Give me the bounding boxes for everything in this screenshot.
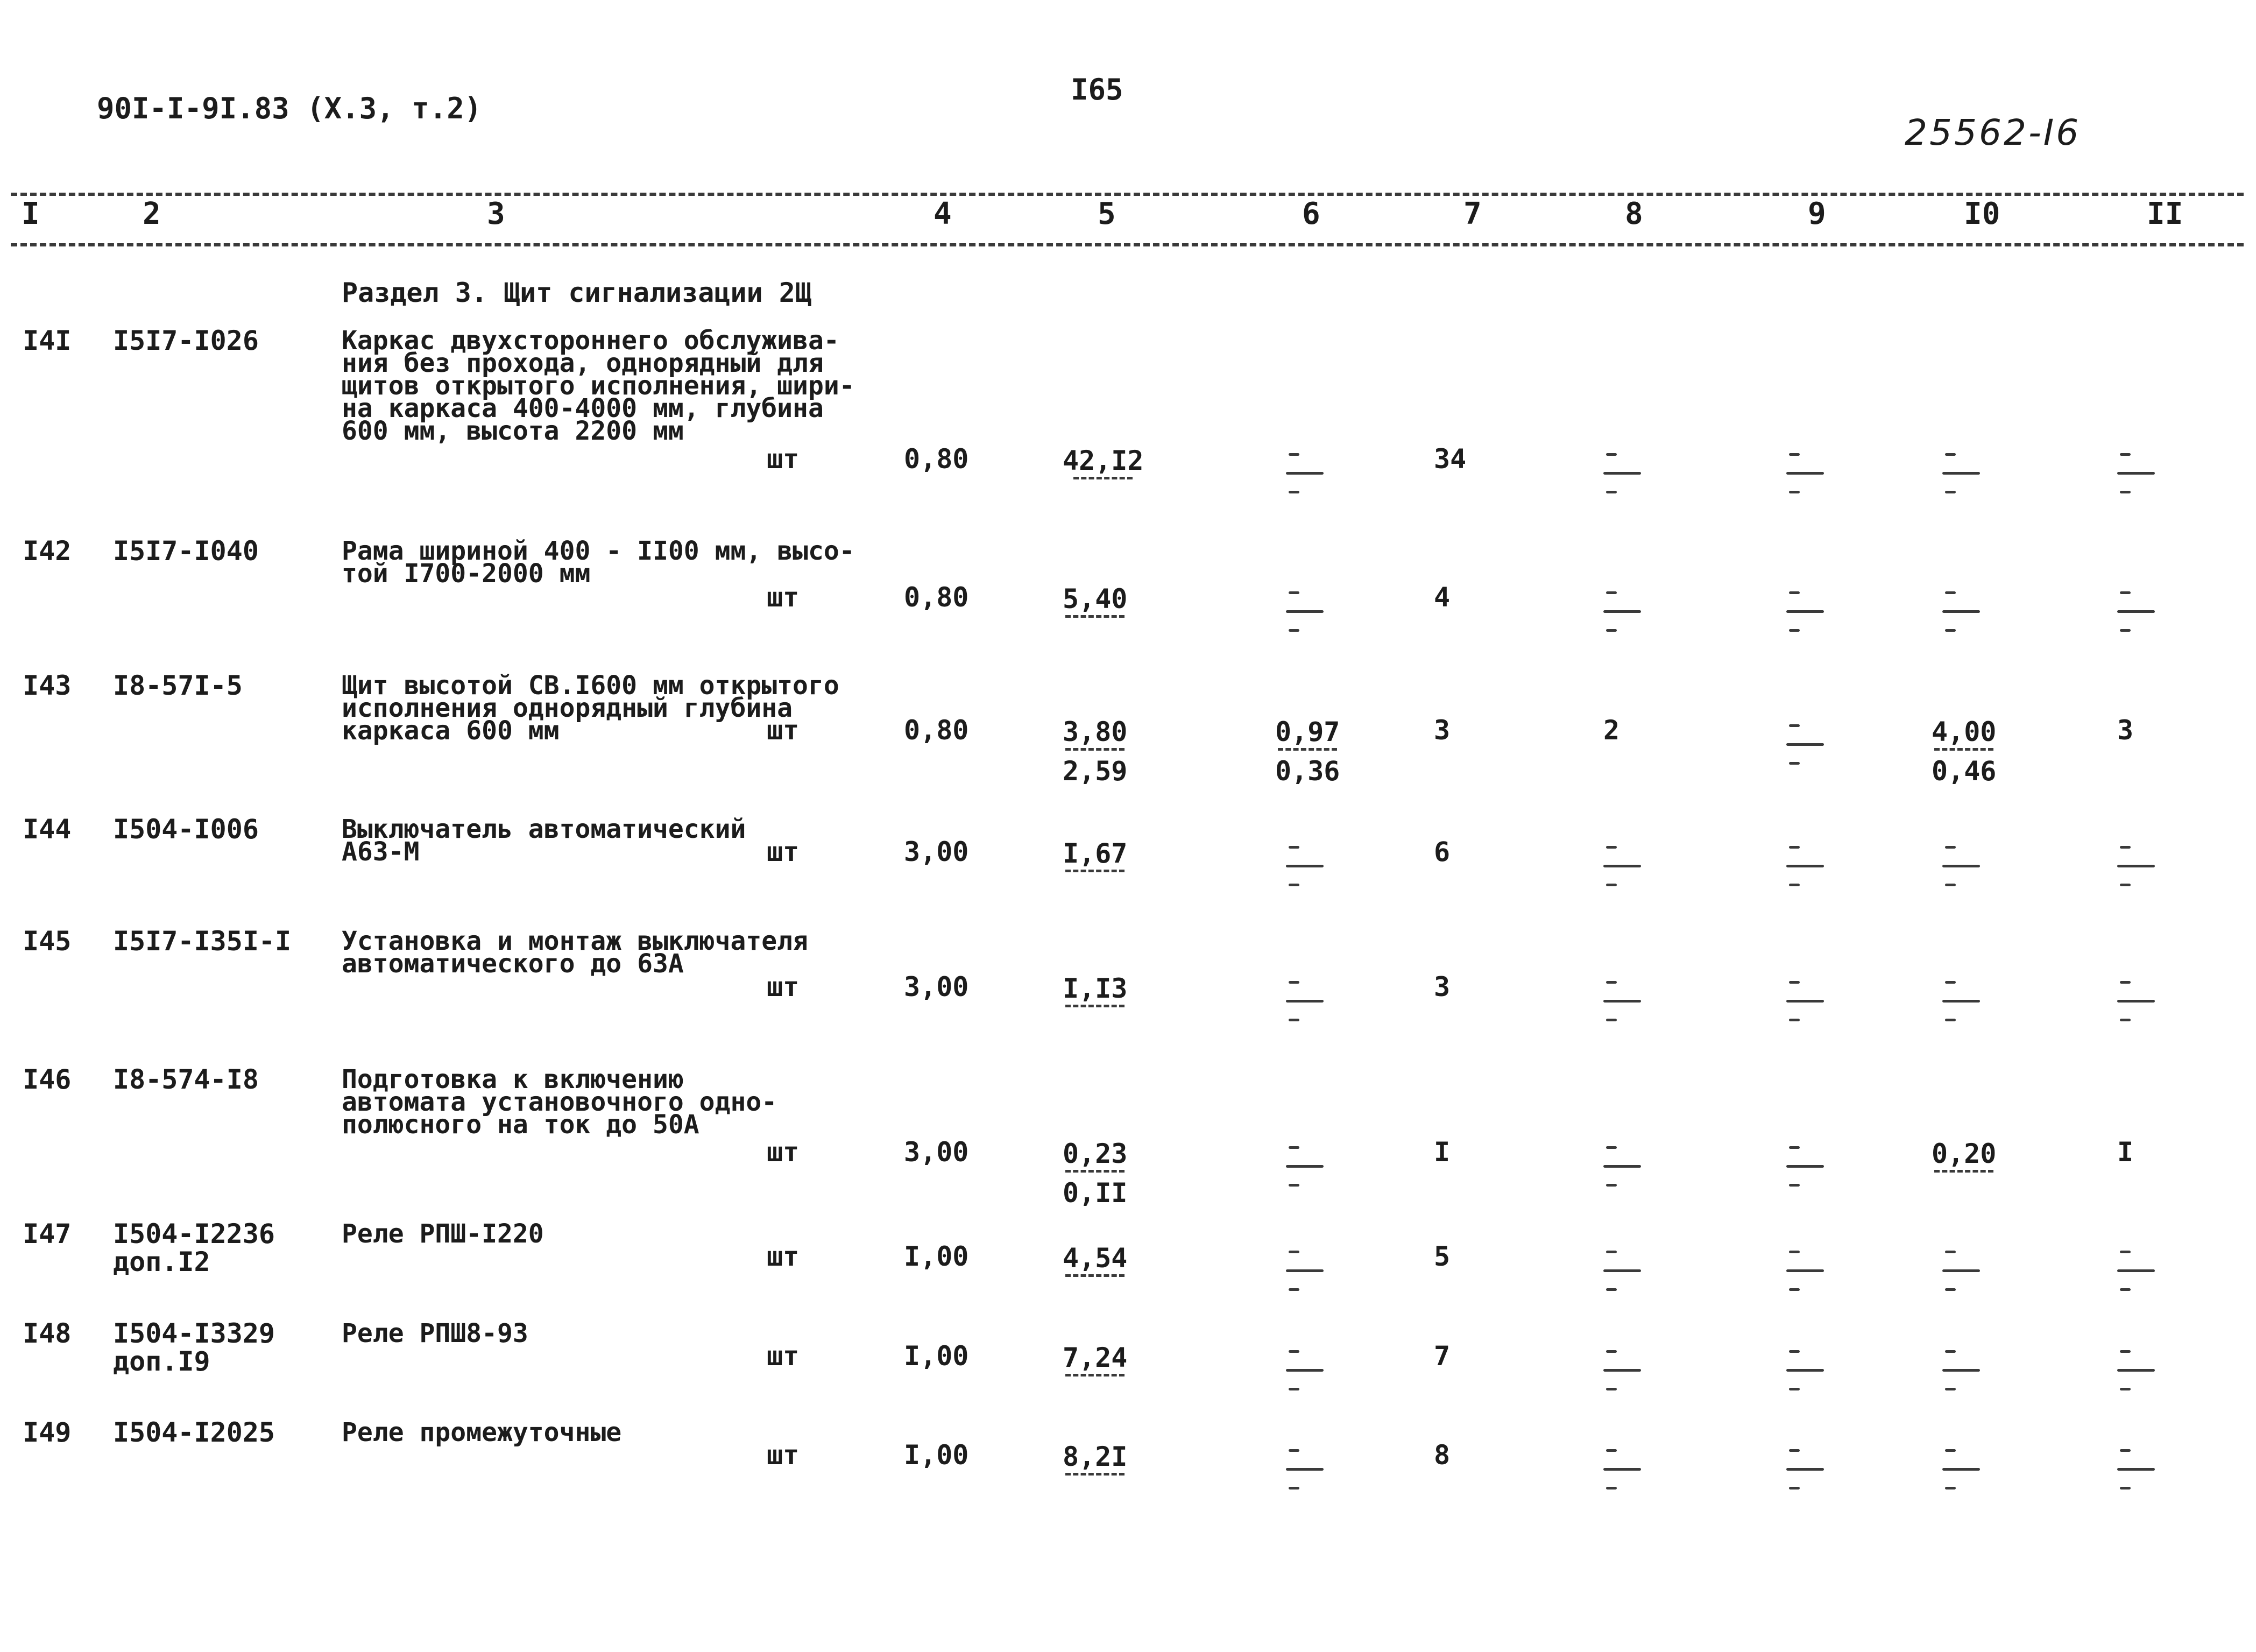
col10-value-empty bbox=[1942, 453, 1980, 493]
row-description-line: щитов открытого исполнения, шири- bbox=[342, 371, 855, 401]
row-description-line: автомата установочного одно- bbox=[342, 1087, 777, 1117]
col9-value-empty bbox=[1786, 1449, 1824, 1489]
col7-value: 7 bbox=[1434, 1340, 1451, 1372]
row-code: I504-I3329 bbox=[113, 1318, 275, 1349]
row-description-line: Рама шириной 400 - II00 мм, высо- bbox=[342, 536, 855, 566]
column-number: 2 bbox=[143, 196, 161, 231]
col6-value-empty bbox=[1286, 846, 1324, 886]
col8-empty bbox=[1603, 1449, 1641, 1489]
row-unit: шт bbox=[767, 1340, 800, 1372]
column-number: 9 bbox=[1808, 196, 1826, 231]
row-unit: шт bbox=[767, 582, 800, 613]
column-number: II bbox=[2147, 196, 2183, 231]
inventory-stamp: 25562-I6 bbox=[1905, 112, 2081, 153]
row-code: I504-I2236 bbox=[113, 1218, 275, 1249]
col5-value: I,67 bbox=[1063, 841, 1127, 880]
row-number: I4I bbox=[23, 325, 72, 356]
row-description-line: Выключатель автоматический bbox=[342, 814, 746, 844]
row-unit: шт bbox=[767, 1136, 800, 1168]
col10-value-empty bbox=[1942, 1350, 1980, 1390]
row-quantity: I,00 bbox=[904, 1241, 969, 1272]
col8-empty bbox=[1603, 1251, 1641, 1291]
col5-value: 7,24 bbox=[1063, 1345, 1127, 1384]
col6-value-empty bbox=[1286, 1449, 1324, 1489]
row-code: I8-574-I8 bbox=[113, 1064, 259, 1095]
row-code: I5I7-I35I-I bbox=[113, 926, 292, 957]
col5-value: 5,40 bbox=[1063, 586, 1127, 625]
row-description-line: Установка и монтаж выключателя bbox=[342, 926, 808, 956]
col8-empty bbox=[1603, 591, 1641, 632]
col7-value: 4 bbox=[1434, 582, 1451, 613]
column-number: 4 bbox=[933, 196, 952, 231]
document-code: 90I-I-9I.83 (Х.3, т.2) bbox=[97, 91, 482, 125]
row-code: I8-57I-5 bbox=[113, 670, 243, 701]
row-number: I44 bbox=[23, 814, 72, 845]
column-number: 7 bbox=[1463, 196, 1482, 231]
col8-empty bbox=[1603, 1146, 1641, 1187]
row-number: I42 bbox=[23, 535, 72, 567]
col10-value-empty bbox=[1942, 591, 1980, 632]
row-description-line: Реле РПШ8-93 bbox=[342, 1318, 528, 1349]
col11-empty bbox=[2117, 1251, 2155, 1291]
col5-value: 0,23 0,II bbox=[1063, 1138, 1128, 1209]
section-title: Раздел 3. Щит сигнализации 2Щ bbox=[342, 277, 811, 308]
col7-value: 8 bbox=[1434, 1439, 1451, 1471]
col11-empty bbox=[2117, 981, 2155, 1021]
header-rule-top bbox=[11, 193, 2244, 196]
col9-value-empty bbox=[1786, 846, 1824, 886]
row-code: доп.I9 bbox=[113, 1346, 210, 1377]
row-number: I48 bbox=[23, 1318, 72, 1349]
row-unit: шт bbox=[767, 715, 800, 746]
column-number: 8 bbox=[1625, 196, 1643, 231]
row-number: I46 bbox=[23, 1064, 72, 1095]
col6-value-empty bbox=[1286, 1251, 1324, 1291]
col6-value-empty bbox=[1286, 1350, 1324, 1390]
row-code: I504-I2025 bbox=[113, 1417, 275, 1448]
header-rule-bottom bbox=[11, 243, 2244, 246]
row-quantity: 0,80 bbox=[904, 582, 969, 613]
row-description-line: исполнения однорядный глубина bbox=[342, 693, 793, 723]
row-number: I47 bbox=[23, 1218, 72, 1249]
row-code: I5I7-I026 bbox=[113, 325, 259, 356]
row-unit: шт bbox=[767, 443, 800, 475]
col6-value-empty bbox=[1286, 591, 1324, 632]
col10-value-empty bbox=[1942, 1449, 1980, 1489]
row-description-line: той I700-2000 мм bbox=[342, 559, 591, 589]
col11-empty bbox=[2117, 591, 2155, 632]
col9-value-empty bbox=[1786, 453, 1824, 493]
col11-empty bbox=[2117, 1350, 2155, 1390]
col11-value: 3 bbox=[2117, 715, 2134, 746]
col7-value: 6 bbox=[1434, 836, 1451, 867]
col5-value: 4,54 bbox=[1063, 1245, 1127, 1284]
row-description-line: ния без прохода, однорядный для bbox=[342, 348, 824, 378]
col7-value: 5 bbox=[1434, 1241, 1451, 1272]
row-quantity: I,00 bbox=[904, 1340, 969, 1372]
row-quantity: 3,00 bbox=[904, 1136, 969, 1168]
row-unit: шт bbox=[767, 971, 800, 1003]
col5-value: I,I3 bbox=[1063, 976, 1127, 1015]
row-description-line: каркаса 600 мм bbox=[342, 716, 560, 746]
col9-value-empty bbox=[1786, 1251, 1824, 1291]
row-description-line: Реле РПШ-I220 bbox=[342, 1219, 544, 1249]
col10-value-empty bbox=[1942, 1251, 1980, 1291]
col10-value-empty bbox=[1942, 846, 1980, 886]
row-code: I504-I006 bbox=[113, 814, 259, 845]
row-description-line: Подготовка к включению bbox=[342, 1064, 684, 1095]
col11-empty bbox=[2117, 453, 2155, 493]
col8-empty bbox=[1603, 981, 1641, 1021]
col8-empty bbox=[1603, 1350, 1641, 1390]
col5-value: 3,80 2,59 bbox=[1063, 716, 1128, 787]
col9-value-empty bbox=[1786, 981, 1824, 1021]
col9-value-empty bbox=[1786, 1350, 1824, 1390]
col5-value: 42,I2 bbox=[1063, 448, 1144, 487]
col7-value: 3 bbox=[1434, 715, 1451, 746]
row-number: I49 bbox=[23, 1417, 72, 1448]
row-quantity: 3,00 bbox=[904, 971, 969, 1003]
row-code: I5I7-I040 bbox=[113, 535, 259, 567]
col10-value: 0,20 bbox=[1932, 1141, 1996, 1180]
col6-value-empty bbox=[1286, 453, 1324, 493]
row-description-line: 600 мм, высота 2200 мм bbox=[342, 416, 684, 446]
col7-value: 3 bbox=[1434, 971, 1451, 1003]
row-unit: шт bbox=[767, 1241, 800, 1272]
col7-value: 34 bbox=[1434, 443, 1467, 475]
col11-value: I bbox=[2117, 1136, 2134, 1168]
row-quantity: 3,00 bbox=[904, 836, 969, 867]
row-quantity: 0,80 bbox=[904, 715, 969, 746]
row-number: I43 bbox=[23, 670, 72, 701]
col10-value-empty bbox=[1942, 981, 1980, 1021]
col8-empty bbox=[1603, 453, 1641, 493]
row-number: I45 bbox=[23, 926, 72, 957]
row-description-line: автоматического до 63А bbox=[342, 949, 684, 979]
row-quantity: I,00 bbox=[904, 1439, 969, 1471]
col9-value-empty bbox=[1786, 591, 1824, 632]
col11-empty bbox=[2117, 1449, 2155, 1489]
col11-empty bbox=[2117, 846, 2155, 886]
row-code: доп.I2 bbox=[113, 1246, 210, 1277]
col6-value-empty bbox=[1286, 1146, 1324, 1187]
row-description-line: Каркас двухстороннего обслужива- bbox=[342, 326, 839, 356]
column-number: 5 bbox=[1098, 196, 1116, 231]
column-number: I bbox=[22, 196, 40, 231]
page-number: I65 bbox=[1071, 73, 1123, 107]
col8-empty bbox=[1603, 846, 1641, 886]
row-quantity: 0,80 bbox=[904, 443, 969, 475]
row-description-line: А63-М bbox=[342, 837, 420, 867]
column-number: I0 bbox=[1964, 196, 2000, 231]
row-description-line: Реле промежуточные bbox=[342, 1417, 622, 1448]
col6-value: 0,97 0,36 bbox=[1275, 716, 1340, 787]
row-unit: шт bbox=[767, 1439, 800, 1471]
column-number: 3 bbox=[487, 196, 505, 231]
col10-value: 4,00 0,46 bbox=[1932, 716, 1997, 787]
row-description-line: на каркаса 400-4000 мм, глубина bbox=[342, 393, 824, 423]
col8-value: 2 bbox=[1603, 715, 1620, 746]
col9-value-empty bbox=[1786, 1146, 1824, 1187]
column-number: 6 bbox=[1302, 196, 1320, 231]
col7-value: I bbox=[1434, 1136, 1451, 1168]
row-unit: шт bbox=[767, 836, 800, 867]
col9-value-empty bbox=[1786, 724, 1824, 765]
row-description-line: полюсного на ток до 50А bbox=[342, 1110, 699, 1140]
col5-value: 8,2I bbox=[1063, 1444, 1127, 1483]
col6-value-empty bbox=[1286, 981, 1324, 1021]
row-description-line: Щит высотой СВ.I600 мм открытого bbox=[342, 670, 839, 701]
